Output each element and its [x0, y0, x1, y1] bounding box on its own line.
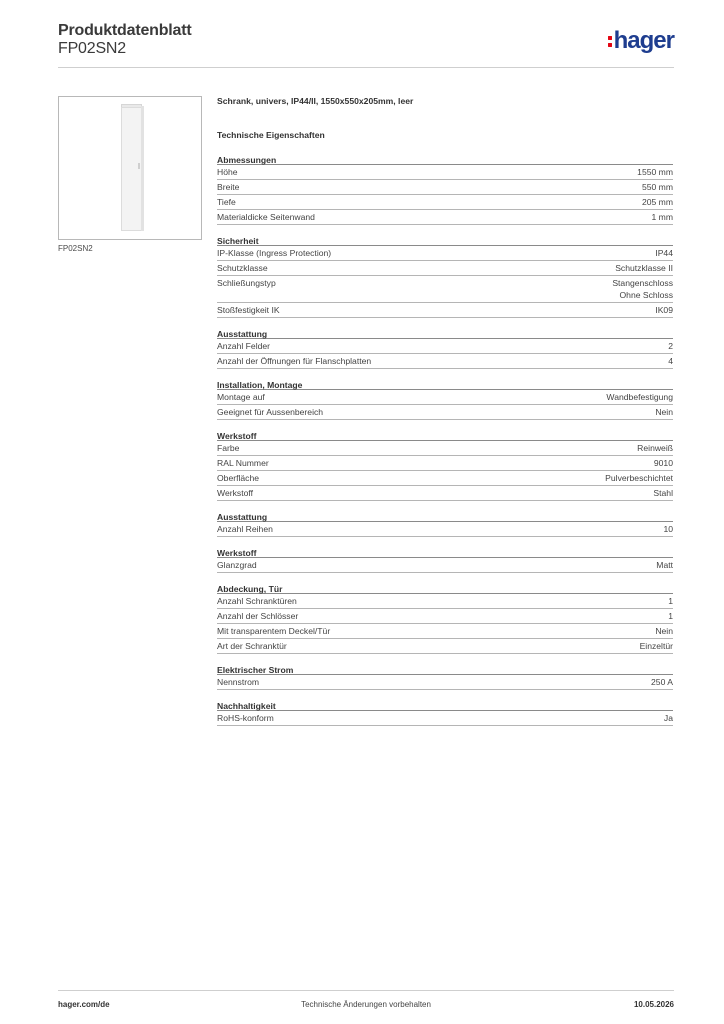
property-value-group	[655, 247, 673, 259]
property-label: Tiefe	[217, 197, 236, 207]
property-value-group	[668, 340, 673, 352]
property-row	[217, 246, 673, 261]
property-value: IP44	[655, 248, 673, 258]
property-label: Materialdicke Seitenwand	[217, 212, 315, 222]
property-label: Anzahl Reihen	[217, 524, 273, 534]
property-row	[217, 711, 673, 726]
property-row	[217, 303, 673, 318]
property-value: Schutzklasse II	[615, 263, 673, 273]
property-row	[217, 624, 673, 639]
property-value: Einzeltür	[639, 641, 673, 651]
property-value-group	[668, 595, 673, 607]
property-value: 250 A	[651, 677, 673, 687]
property-row	[217, 195, 673, 210]
property-value: 4	[668, 356, 673, 366]
spec-sections	[217, 153, 673, 726]
property-value: Pulverbeschichtet	[605, 473, 673, 483]
section-title: Ausstattung	[217, 327, 673, 339]
spec-section	[217, 234, 673, 318]
property-label: RAL Nummer	[217, 458, 269, 468]
property-value: 9010	[653, 458, 673, 468]
property-row	[217, 486, 673, 501]
property-value-group	[640, 640, 673, 652]
property-row	[217, 558, 673, 573]
property-label: Nennstrom	[217, 677, 260, 687]
property-row	[217, 471, 673, 486]
property-value-group	[655, 406, 673, 418]
property-label: Glanzgrad	[217, 560, 257, 570]
property-value-group	[668, 610, 673, 622]
spec-section	[217, 153, 673, 225]
property-label: Schutzklasse	[217, 263, 268, 273]
property-row	[217, 276, 673, 303]
footer-website: hager.com/de	[58, 1000, 110, 1009]
section-title: Werkstoff	[217, 429, 673, 441]
property-row	[217, 522, 673, 537]
property-value: 1	[668, 611, 673, 621]
spec-section	[217, 327, 673, 369]
property-row	[217, 261, 673, 276]
property-value: 10	[663, 524, 673, 534]
property-value-group	[663, 523, 673, 535]
spec-section	[217, 429, 673, 501]
spec-section	[217, 699, 673, 726]
property-value: Reinweiß	[637, 443, 673, 453]
property-value-group	[615, 262, 673, 274]
cabinet-lock-icon	[138, 163, 140, 169]
property-value-group	[655, 304, 673, 316]
property-label: Farbe	[217, 443, 240, 453]
logo-dots-icon	[608, 36, 612, 47]
property-value: Nein	[655, 626, 673, 636]
property-value: Matt	[656, 560, 673, 570]
property-value-group	[668, 355, 673, 367]
section-title: Elektrischer Strom	[217, 663, 673, 675]
cabinet-icon	[121, 107, 142, 231]
property-value-group	[654, 457, 673, 469]
property-label: Höhe	[217, 167, 238, 177]
property-row	[217, 675, 673, 690]
document-title: Produktdatenblatt	[58, 22, 192, 39]
property-label: Art der Schranktür	[217, 641, 287, 651]
property-label: Anzahl der Schlösser	[217, 611, 299, 621]
property-value-group	[612, 277, 673, 301]
property-value-group	[664, 712, 673, 724]
property-value-group	[637, 442, 673, 454]
footer-date: 10.05.2026	[633, 1000, 674, 1009]
property-label: Anzahl Felder	[217, 341, 271, 351]
property-value: 1 mm	[651, 212, 673, 222]
property-value-group	[652, 211, 673, 223]
property-label: Montage auf	[217, 392, 265, 402]
property-row	[217, 354, 673, 369]
spec-section	[217, 582, 673, 654]
property-row	[217, 339, 673, 354]
property-value: 2	[668, 341, 673, 351]
product-image	[58, 96, 202, 240]
property-value-group	[605, 472, 673, 484]
property-value-group	[642, 196, 673, 208]
cabinet-side-icon	[141, 106, 144, 231]
section-title: Installation, Montage	[217, 378, 673, 390]
spec-section	[217, 663, 673, 690]
property-value: Stahl	[653, 488, 673, 498]
property-value-group	[655, 625, 673, 637]
image-caption: FP02SN2	[58, 244, 93, 253]
section-title: Nachhaltigkeit	[217, 699, 673, 711]
property-label: Anzahl der Öffnungen für Flanschplatten	[217, 356, 372, 366]
property-row	[217, 609, 673, 624]
property-row	[217, 180, 673, 195]
property-value-group	[642, 181, 673, 193]
property-value-group	[637, 166, 673, 178]
property-label: Mit transparentem Deckel/Tür	[217, 626, 331, 636]
property-label: Breite	[217, 182, 240, 192]
spec-content	[217, 96, 673, 735]
product-description: Schrank, univers, IP44/II, 1550x550x205mm, leer	[217, 96, 414, 106]
property-value: IK09	[655, 305, 673, 315]
property-value-group	[653, 487, 673, 499]
spec-section	[217, 546, 673, 573]
property-value: Wandbefestigung	[606, 392, 673, 402]
footer-notice: Technische Änderungen vorbehalten	[301, 1000, 431, 1009]
section-title: Sicherheit	[217, 234, 673, 246]
property-row	[217, 165, 673, 180]
property-value-secondary: Ohne Schloss	[619, 290, 673, 300]
property-value: Stangenschloss	[612, 278, 673, 288]
property-value: 550 mm	[641, 182, 673, 192]
section-title: Werkstoff	[217, 546, 673, 558]
property-value: 1	[668, 596, 673, 606]
logo-wordmark: hager	[613, 27, 674, 54]
property-value: 205 mm	[641, 197, 673, 207]
page-footer	[58, 990, 674, 1012]
property-value-group	[656, 559, 673, 571]
property-row	[217, 210, 673, 225]
property-label: Anzahl Schranktüren	[217, 596, 297, 606]
property-value-group	[606, 391, 673, 403]
product-code: FP02SN2	[58, 40, 126, 57]
property-label: Stoßfestigkeit IK	[217, 305, 280, 315]
technical-properties-heading: Technische Eigenschaften	[217, 130, 325, 140]
property-row	[217, 456, 673, 471]
section-title: Abdeckung, Tür	[217, 582, 673, 594]
page-header	[58, 22, 674, 68]
property-row	[217, 390, 673, 405]
property-value: Nein	[655, 407, 673, 417]
property-label: RoHS-konform	[217, 713, 274, 723]
property-label: Geeignet für Aussenbereich	[217, 407, 324, 417]
property-value: Ja	[663, 713, 673, 723]
property-row	[217, 639, 673, 654]
property-row	[217, 594, 673, 609]
spec-section	[217, 510, 673, 537]
property-label: IP-Klasse (Ingress Protection)	[217, 248, 332, 258]
property-value-group	[651, 676, 673, 688]
hager-logo	[608, 28, 674, 54]
property-value: 1550 mm	[637, 167, 673, 177]
property-row	[217, 405, 673, 420]
property-label: Oberfläche	[217, 473, 260, 483]
section-title: Abmessungen	[217, 153, 673, 165]
property-row	[217, 441, 673, 456]
section-title: Ausstattung	[217, 510, 673, 522]
spec-section	[217, 378, 673, 420]
property-label: Schließungstyp	[217, 278, 276, 288]
property-label: Werkstoff	[217, 488, 253, 498]
